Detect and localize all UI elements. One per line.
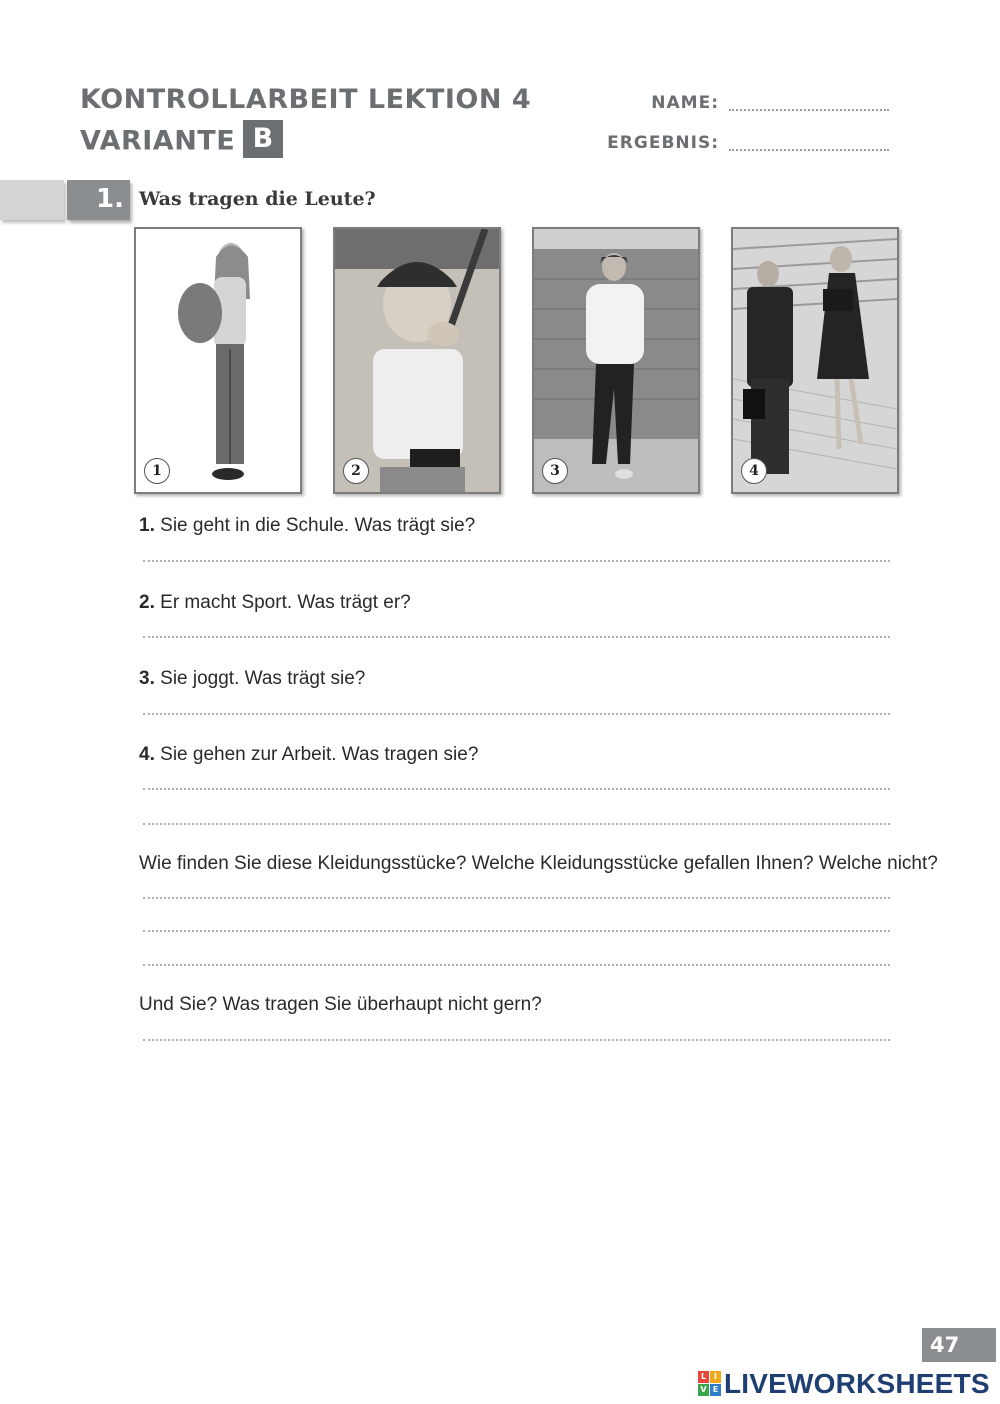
photo-number: 4 [741, 458, 767, 484]
question-number: 3. [139, 668, 155, 689]
photo-number: 2 [343, 458, 369, 484]
variant-label: VARIANTE [80, 125, 236, 157]
variant-badge: B [243, 120, 283, 158]
exercise-title: Was tragen die Leute? [139, 188, 376, 210]
page-number: 47 [922, 1328, 996, 1362]
answer-line-3[interactable] [143, 713, 890, 715]
photo-number: 1 [144, 458, 170, 484]
liveworksheets-logo-icon: L I V E [698, 1371, 722, 1397]
name-field[interactable] [729, 109, 889, 111]
exercise-number: 1. [67, 180, 130, 220]
answer-line-4a[interactable] [143, 788, 890, 790]
question-number: 2. [139, 592, 155, 613]
answer-line-1[interactable] [143, 560, 890, 562]
question-2 [139, 592, 411, 614]
liveworksheets-text: LIVEWORKSHEETS [724, 1368, 990, 1399]
photo-number: 3 [542, 458, 568, 484]
worksheet-subtitle [80, 123, 283, 161]
name-label: NAME: [651, 93, 719, 113]
photo-boy-baseball [333, 227, 501, 494]
liveworksheets-brand[interactable] [698, 1368, 990, 1400]
question-3 [139, 668, 365, 690]
photo-woman-jogging [532, 227, 700, 494]
answer-line-5b[interactable] [143, 930, 890, 932]
question-5 [139, 853, 938, 875]
question-number: 4. [139, 744, 155, 765]
worksheet-title: KONTROLLARBEIT LEKTION 4 [80, 84, 532, 115]
question-number: 1. [139, 515, 155, 536]
answer-line-4b[interactable] [143, 823, 890, 825]
exercise-tab [0, 180, 130, 220]
question-1 [139, 515, 475, 537]
photo-business-people [731, 227, 899, 494]
question-text: Und Sie? Was tragen Sie überhaupt nicht gern? [139, 994, 542, 1015]
question-text: Sie geht in die Schule. Was trägt sie? [160, 515, 476, 536]
answer-line-2[interactable] [143, 636, 890, 638]
question-text: Sie gehen zur Arbeit. Was tragen sie? [160, 744, 479, 765]
answer-line-5c[interactable] [143, 964, 890, 966]
exercise-tab-light [0, 180, 64, 220]
answer-line-6[interactable] [143, 1039, 890, 1041]
question-text: Er macht Sport. Was trägt er? [160, 592, 411, 613]
question-4 [139, 744, 478, 766]
result-label: ERGEBNIS: [607, 133, 719, 153]
question-text: Sie joggt. Was trägt sie? [160, 668, 366, 689]
result-field[interactable] [729, 149, 889, 151]
question-6 [139, 994, 542, 1016]
question-text: Wie finden Sie diese Kleidungsstücke? Welche Kleidungsstücke gefallen Ihnen? Welche nicht? [139, 853, 938, 874]
photo-student-backpack [134, 227, 302, 494]
answer-line-5a[interactable] [143, 897, 890, 899]
